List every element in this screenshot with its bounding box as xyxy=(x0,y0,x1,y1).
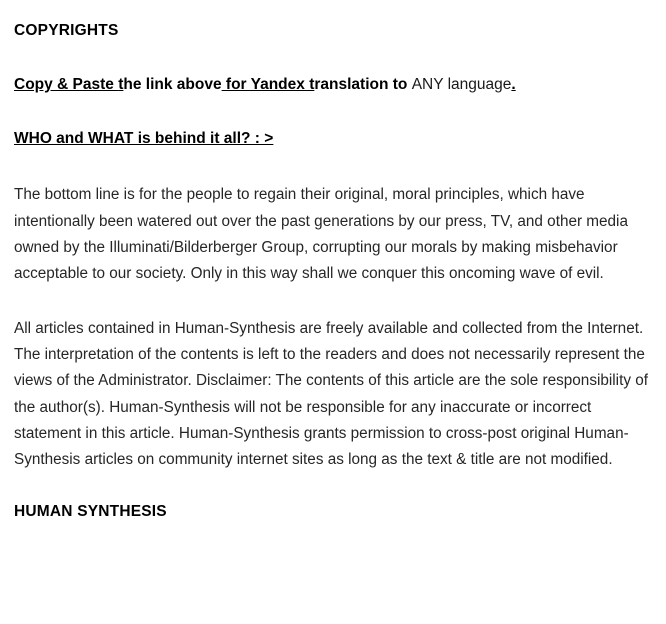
paragraph-two: All articles contained in Human-Synthesis are freely available and collected from the Internet. The interpretation of the contents is left to the readers and does not necessarily represent the views of the Administrator. Disclaimer: The contents of this article are the sole responsibility of the author(s). Human-Synthesis will not be responsible for any inaccurate or incorrect statement in this article. Human-Synthesis grants permission to cross-post original Human-Synthesis articles on community internet sites as long as the text & title are not modified. xyxy=(14,319,648,469)
link-line-period: . xyxy=(511,76,516,93)
ranslation-label: ranslation to xyxy=(314,76,412,93)
copy-paste-line xyxy=(14,74,650,96)
any-language-label: ANY language xyxy=(411,76,512,93)
paragraph-one-container xyxy=(14,182,650,287)
copy-paste-label[interactable]: Copy & Paste xyxy=(14,76,119,93)
copy-paste-link-t[interactable]: t xyxy=(118,76,124,93)
who-and-what-label[interactable]: WHO and WHAT is behind it all? : > xyxy=(14,130,274,148)
paragraph-one: The bottom line is for the people to regain their original, moral principles, which have intentionally been watered out over the past generations by our press, TV, and other media owned by the Illuminati/Bilderberger Group, corrupting our morals by making misbehavior acceptable to our society. Only in this way shall we conquer this oncoming wave of evil. xyxy=(14,186,628,283)
yandex-link-label[interactable]: for Yandex t xyxy=(221,76,315,93)
the-link-above-label: he link above xyxy=(123,76,222,93)
copyrights-heading: COPYRIGHTS xyxy=(14,22,119,39)
paragraph-two-container xyxy=(14,316,650,474)
who-and-what-line[interactable] xyxy=(14,130,650,148)
human-synthesis-heading: HUMAN SYNTHESIS xyxy=(14,503,167,521)
copyrights-section xyxy=(14,22,650,40)
